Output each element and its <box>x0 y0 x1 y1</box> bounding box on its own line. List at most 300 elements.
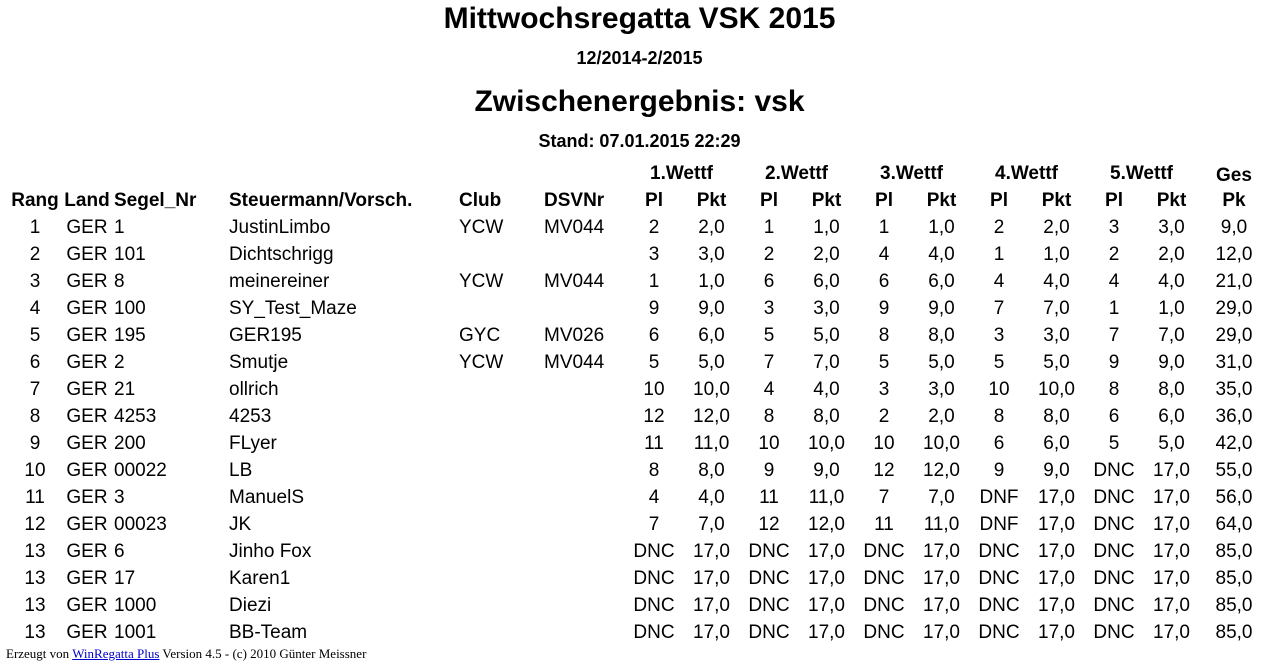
place-cell: 5 <box>648 351 660 373</box>
points-cell: 17,0 <box>923 621 960 643</box>
segel-nr-cell: 1 <box>114 216 125 238</box>
race-header: 5.Wettf <box>1110 162 1173 184</box>
footer-suffix: Version 4.5 - (c) 2010 Günter Meissner <box>159 646 367 661</box>
points-cell: 9,0 <box>813 459 840 481</box>
table-row <box>8 592 1269 619</box>
points-cell: 3,0 <box>1043 324 1070 346</box>
dsvnr-cell <box>544 565 624 592</box>
table-row <box>8 241 1269 268</box>
points-cell: 7,0 <box>1158 324 1185 346</box>
land-cell: GER <box>66 297 108 319</box>
dsvnr-cell <box>544 484 624 511</box>
land-cell: GER <box>66 378 108 400</box>
pl-header: Pl <box>875 189 893 211</box>
segel-nr-cell: 3 <box>114 486 125 508</box>
points-cell: 17,0 <box>1038 567 1075 589</box>
land-cell: GER <box>66 513 108 535</box>
segel-nr-cell: 17 <box>114 567 136 589</box>
club-cell: YCW <box>459 216 504 238</box>
place-cell: 12 <box>643 405 665 427</box>
steuermann-cell: meinereiner <box>229 270 330 292</box>
place-cell: DNC <box>633 594 675 616</box>
points-cell: 17,0 <box>693 621 730 643</box>
place-cell: 3 <box>993 324 1005 346</box>
rang-cell: 3 <box>29 270 41 292</box>
table-row <box>8 322 1269 349</box>
place-cell: 8 <box>1108 378 1120 400</box>
segel-nr-cell: 21 <box>114 378 136 400</box>
rang-cell: 7 <box>29 378 41 400</box>
table-row <box>8 457 1269 484</box>
race-header: 4.Wettf <box>995 162 1058 184</box>
points-cell: 17,0 <box>1038 594 1075 616</box>
points-cell: 4,0 <box>1158 270 1185 292</box>
land-header: Land <box>64 189 110 211</box>
club-cell <box>459 403 544 430</box>
points-cell: 17,0 <box>693 594 730 616</box>
points-cell: 2,0 <box>1158 243 1185 265</box>
rang-cell: 11 <box>25 486 45 508</box>
place-cell: 8 <box>878 324 890 346</box>
place-cell: DNC <box>1093 594 1135 616</box>
club-cell: GYC <box>459 324 501 346</box>
pkt-header: Pkt <box>1041 189 1072 211</box>
segel-nr-cell: 1000 <box>114 594 157 616</box>
segel-nr-cell: 101 <box>114 243 146 265</box>
steuermann-cell: LB <box>229 459 253 481</box>
pl-header: Pl <box>990 189 1008 211</box>
total-points-cell: 12,0 <box>1215 243 1253 265</box>
segel-nr-cell: 200 <box>114 432 146 454</box>
place-cell: 3 <box>648 243 660 265</box>
steuermann-cell: JustinLimbo <box>229 216 331 238</box>
points-cell: 17,0 <box>923 567 960 589</box>
place-cell: 6 <box>878 270 890 292</box>
club-cell <box>459 592 544 619</box>
place-cell: DNC <box>1093 621 1135 643</box>
dsvnr-cell <box>544 538 624 565</box>
land-cell: GER <box>66 486 108 508</box>
club-cell: YCW <box>459 351 504 373</box>
points-cell: 6,0 <box>698 324 725 346</box>
steuermann-cell: ollrich <box>229 378 279 400</box>
rang-cell: 6 <box>29 351 41 373</box>
place-cell: DNC <box>748 594 790 616</box>
footer-credit <box>6 646 366 662</box>
place-cell: 7 <box>1108 324 1120 346</box>
points-cell: 8,0 <box>698 459 725 481</box>
points-cell: 6,0 <box>813 270 840 292</box>
steuermann-cell: JK <box>229 513 252 535</box>
place-cell: DNC <box>1093 540 1135 562</box>
place-cell: 9 <box>648 297 660 319</box>
place-cell: 8 <box>763 405 775 427</box>
place-cell: 8 <box>648 459 660 481</box>
place-cell: DNC <box>1093 567 1135 589</box>
club-cell: YCW <box>459 270 504 292</box>
steuermann-cell: Karen1 <box>229 567 291 589</box>
table-row <box>8 484 1269 511</box>
points-cell: 17,0 <box>1038 513 1075 535</box>
points-cell: 5,0 <box>1043 351 1070 373</box>
total-points-cell: 85,0 <box>1215 567 1253 589</box>
place-cell: 5 <box>1108 432 1120 454</box>
total-points-cell: 31,0 <box>1215 351 1253 373</box>
dsvnr-cell: MV044 <box>544 351 605 373</box>
rang-cell: 10 <box>24 459 46 481</box>
points-cell: 17,0 <box>1153 459 1190 481</box>
place-cell: 4 <box>763 378 775 400</box>
place-cell: 4 <box>993 270 1005 292</box>
column-header-row <box>8 187 1269 214</box>
dsvnr-cell <box>544 511 624 538</box>
total-points-cell: 29,0 <box>1215 297 1253 319</box>
stand-timestamp: Stand: 07.01.2015 22:29 <box>538 131 741 151</box>
place-cell: DNC <box>978 540 1020 562</box>
land-cell: GER <box>66 216 108 238</box>
points-cell: 2,0 <box>813 243 840 265</box>
total-points-cell: 35,0 <box>1215 378 1253 400</box>
land-cell: GER <box>66 324 108 346</box>
place-cell: 10 <box>873 432 895 454</box>
points-cell: 4,0 <box>928 243 955 265</box>
gespk-header: Pk <box>1222 189 1246 211</box>
dsvnr-cell <box>544 376 624 403</box>
steuermann-cell: Smutje <box>229 351 289 373</box>
dsvnr-cell <box>544 295 624 322</box>
place-cell: 9 <box>993 459 1005 481</box>
table-row <box>8 511 1269 538</box>
pl-header: Pl <box>1105 189 1123 211</box>
points-cell: 3,0 <box>698 243 725 265</box>
result-heading: Zwischenergebnis: vsk <box>474 85 805 118</box>
rang-cell: 4 <box>29 297 41 319</box>
table-row <box>8 619 1269 646</box>
place-cell: DNC <box>978 621 1020 643</box>
points-cell: 9,0 <box>698 297 725 319</box>
points-cell: 5,0 <box>1158 432 1185 454</box>
points-cell: 1,0 <box>1158 297 1185 319</box>
rang-cell: 5 <box>29 324 41 346</box>
points-cell: 1,0 <box>928 216 955 238</box>
rang-cell: 12 <box>24 513 46 535</box>
segel-nr-cell: 4253 <box>114 405 157 427</box>
points-cell: 10,0 <box>1038 378 1075 400</box>
place-cell: 5 <box>993 351 1005 373</box>
total-points-cell: 29,0 <box>1215 324 1253 346</box>
table-row <box>8 214 1269 241</box>
segel-nr-cell: 1001 <box>114 621 157 643</box>
place-cell: 6 <box>993 432 1005 454</box>
points-cell: 11,0 <box>923 513 960 535</box>
place-cell: 11 <box>759 486 779 508</box>
points-cell: 17,0 <box>1153 567 1190 589</box>
place-cell: 10 <box>758 432 780 454</box>
club-cell <box>459 376 544 403</box>
rang-cell: 2 <box>29 243 41 265</box>
total-points-cell: 55,0 <box>1215 459 1253 481</box>
points-cell: 17,0 <box>808 567 845 589</box>
points-cell: 17,0 <box>693 567 730 589</box>
pkt-header: Pkt <box>1156 189 1187 211</box>
points-cell: 17,0 <box>923 540 960 562</box>
results-table <box>8 160 1269 646</box>
place-cell: 2 <box>648 216 660 238</box>
points-cell: 8,0 <box>928 324 955 346</box>
club-cell <box>459 565 544 592</box>
points-cell: 17,0 <box>1153 486 1190 508</box>
place-cell: DNC <box>978 567 1020 589</box>
place-cell: 9 <box>878 297 890 319</box>
points-cell: 1,0 <box>698 270 725 292</box>
points-cell: 2,0 <box>928 405 955 427</box>
points-cell: 8,0 <box>1158 378 1185 400</box>
segel-nr-cell: 00022 <box>114 459 167 481</box>
club-cell <box>459 430 544 457</box>
points-cell: 17,0 <box>808 540 845 562</box>
race-header: 2.Wettf <box>765 162 828 184</box>
place-cell: 1 <box>1108 297 1120 319</box>
place-cell: 11 <box>874 513 894 535</box>
place-cell: 3 <box>878 378 890 400</box>
place-cell: DNC <box>863 540 905 562</box>
total-points-cell: 56,0 <box>1215 486 1253 508</box>
place-cell: 6 <box>648 324 660 346</box>
points-cell: 17,0 <box>1153 540 1190 562</box>
points-cell: 17,0 <box>1038 540 1075 562</box>
place-cell: 4 <box>1108 270 1120 292</box>
total-points-cell: 85,0 <box>1215 621 1253 643</box>
dsvnr-cell <box>544 430 624 457</box>
points-cell: 8,0 <box>1043 405 1070 427</box>
dsvnr-header: DSVNr <box>544 189 605 211</box>
place-cell: 5 <box>878 351 890 373</box>
land-cell: GER <box>66 567 108 589</box>
total-points-cell: 21,0 <box>1215 270 1253 292</box>
place-cell: 3 <box>1108 216 1120 238</box>
table-row <box>8 403 1269 430</box>
points-cell: 6,0 <box>1158 405 1185 427</box>
points-cell: 1,0 <box>813 216 840 238</box>
points-cell: 12,0 <box>923 459 960 481</box>
points-cell: 17,0 <box>693 540 730 562</box>
dsvnr-cell <box>544 619 624 646</box>
place-cell: 5 <box>763 324 775 346</box>
place-cell: DNC <box>863 594 905 616</box>
rang-cell: 13 <box>24 594 46 616</box>
pkt-header: Pkt <box>811 189 842 211</box>
pkt-header: Pkt <box>926 189 957 211</box>
rang-cell: 13 <box>24 621 46 643</box>
points-cell: 6,0 <box>928 270 955 292</box>
points-cell: 9,0 <box>1043 459 1070 481</box>
page-title: Mittwochsregatta VSK 2015 <box>443 2 836 35</box>
points-cell: 8,0 <box>813 405 840 427</box>
points-cell: 11,0 <box>808 486 845 508</box>
club-cell <box>459 295 544 322</box>
place-cell: DNC <box>633 621 675 643</box>
pl-header: Pl <box>760 189 778 211</box>
points-cell: 4,0 <box>813 378 840 400</box>
steuermann-cell: GER195 <box>229 324 302 346</box>
place-cell: 3 <box>763 297 775 319</box>
steuermann-cell: Jinho Fox <box>229 540 312 562</box>
points-cell: 4,0 <box>698 486 725 508</box>
total-points-cell: 36,0 <box>1215 405 1253 427</box>
points-cell: 10,0 <box>923 432 960 454</box>
club-cell <box>459 484 544 511</box>
place-cell: DNC <box>1093 486 1135 508</box>
total-points-cell: 64,0 <box>1215 513 1253 535</box>
dsvnr-cell: MV044 <box>544 270 605 292</box>
steuermann-header: Steuermann/Vorsch. <box>229 189 413 211</box>
segel-nr-header: Segel_Nr <box>114 189 197 211</box>
points-cell: 5,0 <box>813 324 840 346</box>
club-cell <box>459 457 544 484</box>
place-cell: DNF <box>979 513 1019 535</box>
dsvnr-cell: MV026 <box>544 324 605 346</box>
place-cell: 12 <box>873 459 895 481</box>
total-points-cell: 85,0 <box>1215 540 1253 562</box>
land-cell: GER <box>66 459 108 481</box>
place-cell: 4 <box>648 486 660 508</box>
race-header: 3.Wettf <box>880 162 943 184</box>
total-points-cell: 85,0 <box>1215 594 1253 616</box>
land-cell: GER <box>66 432 108 454</box>
place-cell: DNC <box>633 540 675 562</box>
points-cell: 17,0 <box>1038 486 1075 508</box>
place-cell: 11 <box>644 432 664 454</box>
place-cell: 7 <box>878 486 890 508</box>
place-cell: DNC <box>748 621 790 643</box>
place-cell: DNC <box>748 567 790 589</box>
place-cell: 7 <box>648 513 660 535</box>
place-cell: 10 <box>643 378 665 400</box>
steuermann-cell: SY_Test_Maze <box>229 297 357 319</box>
race-header-row <box>8 160 1269 187</box>
steuermann-cell: ManuelS <box>229 486 304 508</box>
points-cell: 17,0 <box>808 621 845 643</box>
table-row <box>8 349 1269 376</box>
points-cell: 9,0 <box>928 297 955 319</box>
points-cell: 7,0 <box>698 513 725 535</box>
segel-nr-cell: 6 <box>114 540 125 562</box>
rang-cell: 8 <box>29 405 41 427</box>
rang-cell: 13 <box>24 567 46 589</box>
points-cell: 17,0 <box>923 594 960 616</box>
table-row <box>8 565 1269 592</box>
place-cell: DNC <box>1093 513 1135 535</box>
segel-nr-cell: 2 <box>114 351 125 373</box>
table-row <box>8 538 1269 565</box>
place-cell: 2 <box>878 405 890 427</box>
club-cell <box>459 511 544 538</box>
ges-header: Ges <box>1216 165 1252 186</box>
place-cell: 7 <box>993 297 1005 319</box>
place-cell: DNF <box>979 486 1019 508</box>
place-cell: DNC <box>1093 459 1135 481</box>
place-cell: 6 <box>763 270 775 292</box>
place-cell: 1 <box>878 216 890 238</box>
club-cell <box>459 619 544 646</box>
table-row <box>8 376 1269 403</box>
rang-cell: 9 <box>29 432 41 454</box>
table-row <box>8 268 1269 295</box>
dsvnr-cell: MV044 <box>544 216 605 238</box>
steuermann-cell: Dichtschrigg <box>229 243 334 265</box>
place-cell: 10 <box>988 378 1010 400</box>
points-cell: 3,0 <box>1158 216 1185 238</box>
place-cell: DNC <box>863 567 905 589</box>
rang-cell: 1 <box>29 216 41 238</box>
steuermann-cell: Diezi <box>229 594 272 616</box>
points-cell: 9,0 <box>1158 351 1185 373</box>
steuermann-cell: 4253 <box>229 405 272 427</box>
points-cell: 2,0 <box>1043 216 1070 238</box>
place-cell: 1 <box>993 243 1005 265</box>
place-cell: 9 <box>1108 351 1120 373</box>
land-cell: GER <box>66 270 108 292</box>
place-cell: 4 <box>878 243 890 265</box>
place-cell: 1 <box>648 270 660 292</box>
race-header: 1.Wettf <box>650 162 713 184</box>
segel-nr-cell: 8 <box>114 270 125 292</box>
land-cell: GER <box>66 351 108 373</box>
segel-nr-cell: 00023 <box>114 513 167 535</box>
land-cell: GER <box>66 594 108 616</box>
points-cell: 12,0 <box>808 513 845 535</box>
land-cell: GER <box>66 243 108 265</box>
segel-nr-cell: 195 <box>114 324 146 346</box>
period-subtitle: 12/2014-2/2015 <box>576 48 703 68</box>
points-cell: 11,0 <box>693 432 730 454</box>
results-body <box>8 214 1269 646</box>
place-cell: 2 <box>1108 243 1120 265</box>
table-row <box>8 295 1269 322</box>
rang-header: Rang <box>11 189 59 211</box>
points-cell: 2,0 <box>698 216 725 238</box>
club-cell <box>459 538 544 565</box>
dsvnr-cell <box>544 592 624 619</box>
points-cell: 1,0 <box>1043 243 1070 265</box>
dsvnr-cell <box>544 457 624 484</box>
place-cell: 2 <box>763 243 775 265</box>
steuermann-cell: BB-Team <box>229 621 308 643</box>
dsvnr-cell <box>544 241 624 268</box>
points-cell: 17,0 <box>1038 621 1075 643</box>
points-cell: 6,0 <box>1043 432 1070 454</box>
winregatta-link[interactable]: WinRegatta Plus <box>72 646 160 661</box>
place-cell: 2 <box>993 216 1005 238</box>
total-points-cell: 42,0 <box>1215 432 1253 454</box>
place-cell: 8 <box>993 405 1005 427</box>
points-cell: 7,0 <box>1043 297 1070 319</box>
place-cell: 12 <box>758 513 780 535</box>
place-cell: DNC <box>863 621 905 643</box>
footer-prefix: Erzeugt von <box>6 646 73 661</box>
place-cell: 1 <box>763 216 775 238</box>
points-cell: 10,0 <box>693 378 730 400</box>
table-row <box>8 430 1269 457</box>
rang-cell: 13 <box>24 540 46 562</box>
points-cell: 7,0 <box>813 351 840 373</box>
land-cell: GER <box>66 405 108 427</box>
points-cell: 12,0 <box>693 405 730 427</box>
place-cell: 7 <box>763 351 775 373</box>
place-cell: 6 <box>1108 405 1120 427</box>
place-cell: DNC <box>978 594 1020 616</box>
points-cell: 17,0 <box>808 594 845 616</box>
